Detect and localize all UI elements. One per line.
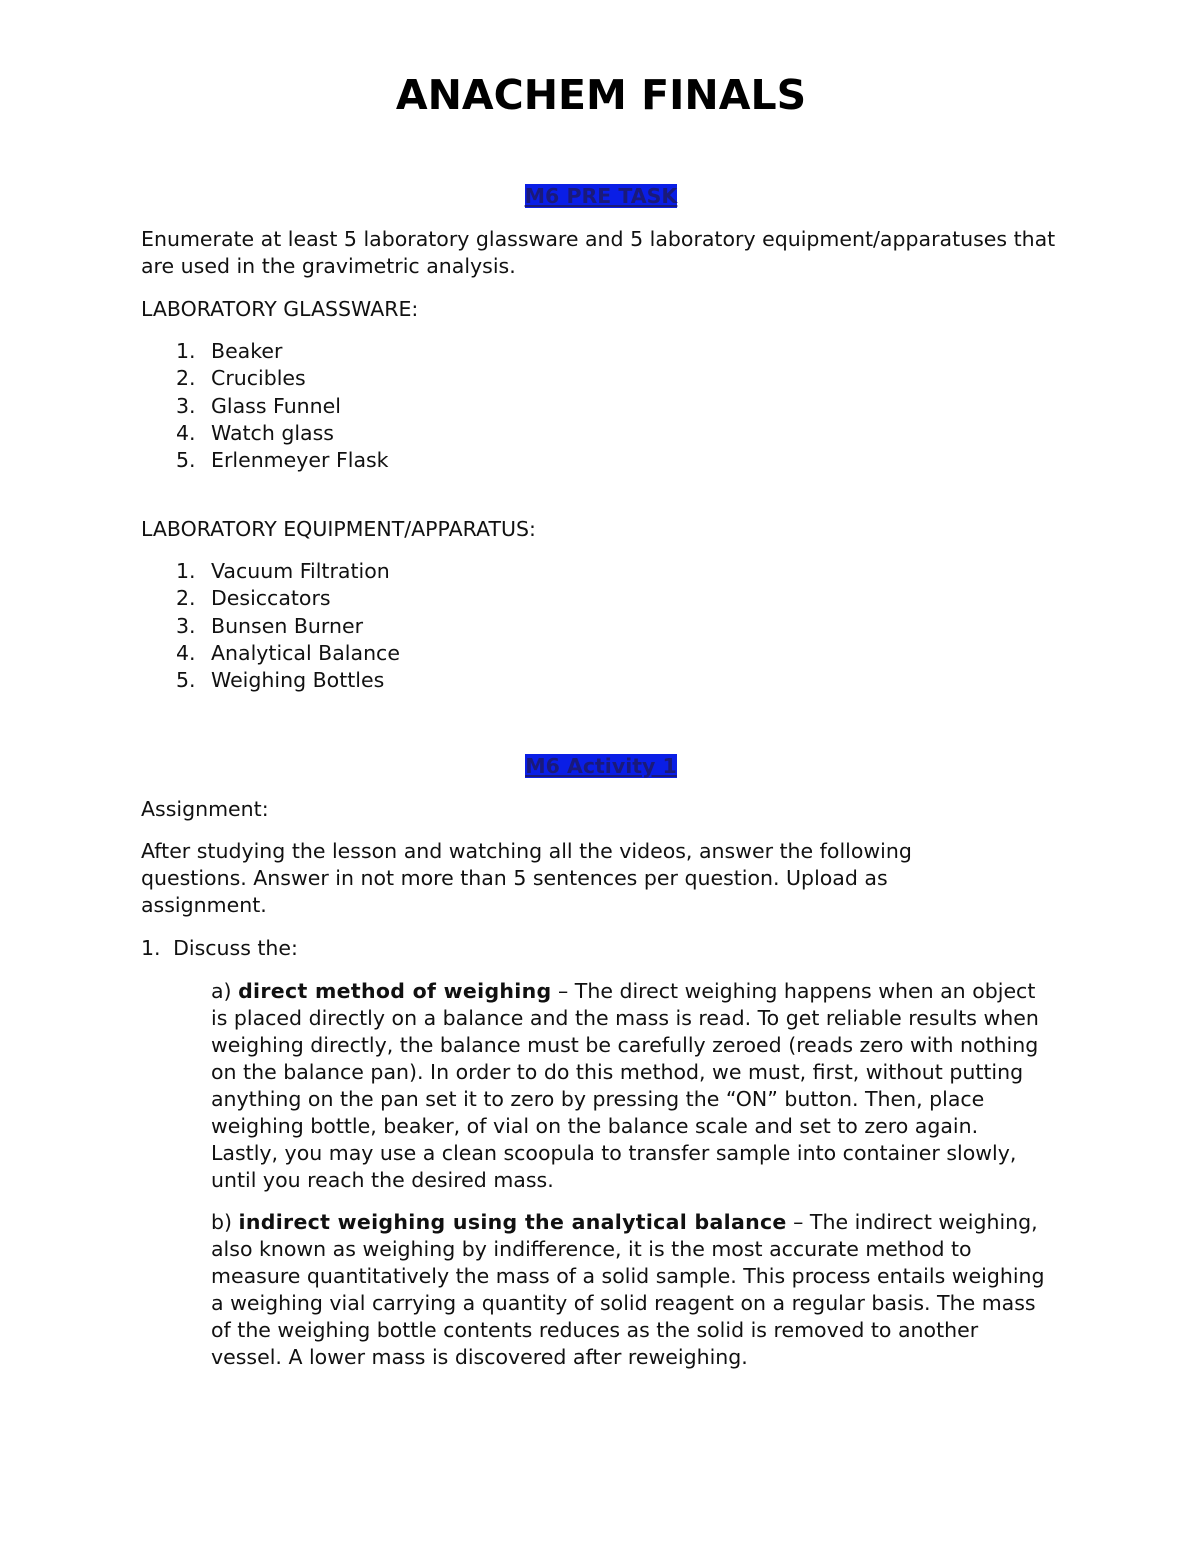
list-item-text: Bunsen Burner xyxy=(211,613,364,638)
list-item xyxy=(141,613,400,640)
list-item xyxy=(141,338,389,365)
list-item-number: 2. xyxy=(176,586,196,611)
list-item-text: Desiccators xyxy=(211,586,331,611)
list-item-number: 3. xyxy=(176,613,196,638)
list-item-text: Erlenmeyer Flask xyxy=(211,448,389,473)
answer-prefix: b) xyxy=(211,1210,239,1234)
list-item xyxy=(141,667,400,694)
list-item-text: Vacuum Filtration xyxy=(211,559,390,583)
list-item-text: Weighing Bottles xyxy=(211,668,385,693)
list-item-text: Watch glass xyxy=(211,420,334,445)
document-title: ANACHEM FINALS xyxy=(395,71,807,119)
list-item-number: 4. xyxy=(176,640,196,665)
list-item xyxy=(141,365,389,392)
answer-body: – The direct weighing happens when an object is placed directly on a balance and the mass is read. To get reliable results when weighing directly, the balance must be carefully zeroed (reads zero with nothing on the balance pan). In order to do this method, we must, first, without putting anything on the pan set it to zero by pressing the “ON” button. Then, place weighing bottle, beaker, of vial on the balance scale and set to zero again. Lastly, you may use a clean scoopula to transfer sample into container slowly, until you reach the desired mass. xyxy=(211,979,1039,1193)
task-prompt: Enumerate at least 5 laboratory glassware and 5 laboratory equipment/apparatuses that are used in the gravimetric analysis. xyxy=(141,227,1056,278)
answer-term: direct method of weighing xyxy=(238,979,552,1003)
list-item xyxy=(141,558,400,585)
glassware-list xyxy=(141,338,389,474)
glassware-label: LABORATORY GLASSWARE: xyxy=(141,297,419,321)
list-item-number: 5. xyxy=(176,668,196,693)
list-item-text: Glass Funnel xyxy=(211,393,341,418)
assignment-instructions: After studying the lesson and watching all the videos, answer the following questions. Answer in not more than 5 sentences per question. Upload as assignment. xyxy=(141,839,912,917)
question-text: Discuss the: xyxy=(173,936,298,960)
list-item-number: 1. xyxy=(176,339,196,363)
question-number: 1. xyxy=(141,936,161,960)
list-item xyxy=(141,393,389,420)
section-heading-pre-task xyxy=(141,183,1061,210)
section-heading-label: M6 Activity 1 xyxy=(525,754,677,778)
list-item-number: 5. xyxy=(176,448,196,473)
answer-direct-weighing xyxy=(211,978,1051,1194)
list-item-number: 1. xyxy=(176,559,196,583)
answer-prefix: a) xyxy=(211,979,239,1003)
answer-indirect-weighing xyxy=(211,1209,1051,1371)
list-item-text: Analytical Balance xyxy=(211,640,400,665)
list-item-number: 3. xyxy=(176,393,196,418)
section-heading-label: M6 PRE TASK xyxy=(524,184,678,208)
list-item-number: 4. xyxy=(176,420,196,445)
list-item xyxy=(141,447,389,474)
list-item xyxy=(141,640,400,667)
list-item xyxy=(141,585,400,612)
list-item-text: Beaker xyxy=(211,339,283,363)
list-item-text: Crucibles xyxy=(211,366,306,391)
equipment-list xyxy=(141,558,400,694)
question-item xyxy=(141,935,298,962)
section-heading-activity xyxy=(141,753,1061,780)
equipment-label: LABORATORY EQUIPMENT/APPARATUS: xyxy=(141,517,536,541)
answer-term: indirect weighing using the analytical balance xyxy=(238,1210,787,1234)
list-item xyxy=(141,420,389,447)
answer-body: – The indirect weighing, also known as weighing by indifference, it is the most accurate method to measure quantitatively the mass of a solid sample. This process entails weighing a weighing vial carrying a quantity of solid reagent on a regular basis. The mass of the weighing bottle contents reduces as the solid is removed to another vessel. A lower mass is discovered after reweighing. xyxy=(211,1210,1045,1370)
assignment-label: Assignment: xyxy=(141,797,269,821)
list-item-number: 2. xyxy=(176,366,196,391)
